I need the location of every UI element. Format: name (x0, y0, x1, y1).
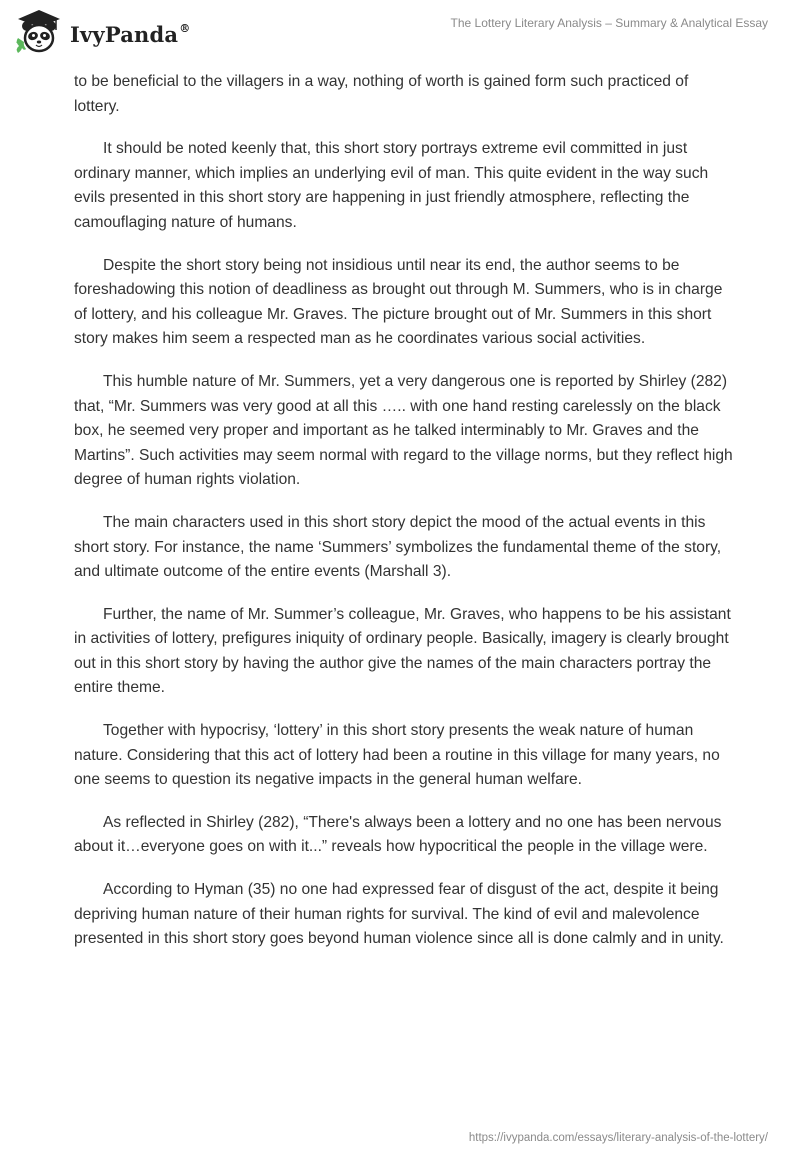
paragraph: It should be noted keenly that, this short story portrays extreme evil committed in just ordinary manner, which implies an underlying evil of man. This quite evident in the way such evils presented in this short story are happening in just friendly atmosphere, reflecting the camouflaging nature of humans. (74, 140, 709, 231)
paragraph: According to Hyman (35) no one had expressed fear of disgust of the act, despite it being depriving human nature of their human rights for survival. The kind of evil and malevolence presented in this short story goes beyond human violence since all is done calmly and in unity. (74, 881, 724, 948)
page-header (0, 0, 800, 60)
paragraph: As reflected in Shirley (282), “There's always been a lottery and no one has been nervous about it…everyone goes on with it...” reveals how hypocritical the people in the village were. (74, 813, 722, 856)
paragraph: Together with hypocrisy, ‘lottery’ in this short story presents the weak nature of human nature. Considering that this act of lottery had been a routine in this village for many years, no one seems to question its negative impacts in the general human welfare. (74, 722, 720, 789)
essay-body (74, 70, 734, 970)
panda-graduation-icon (14, 8, 64, 56)
paragraph: This humble nature of Mr. Summers, yet a very dangerous one is reported by Shirley (282) that, “Mr. Summers was very good at all this ….. with one hand resting carelessly on the black box, he seemed very proper and important as he talked interminably to Mr. Graves and the Martins”. Such activities may seem normal with regard to the village norms, but they reflect high degree of human rights violation. (74, 372, 733, 489)
paragraph: Further, the name of Mr. Summer’s colleague, Mr. Graves, who happens to be his assistant in activities of lottery, prefigures iniquity of ordinary people. Basically, imagery is clearly brought out in this short story by having the author give the names of the main characters portray the entire theme. (74, 605, 731, 697)
paragraph-continuation: to be beneficial to the villagers in a way, nothing of worth is gained form such practiced of lottery. (74, 73, 689, 115)
ivypanda-logo[interactable] (14, 8, 190, 56)
brand-text: IvyPanda (70, 21, 179, 47)
paragraph: The main characters used in this short story depict the mood of the actual events in this short story. For instance, the name ‘Summers’ symbolizes the fundamental theme of the story, and ultimate outcome of the entire events (Marshall 3). (74, 513, 722, 581)
document-title: The Lottery Literary Analysis – Summary & Analytical Essay (450, 16, 768, 30)
paragraph: Despite the short story being not insidious until near its end, the author seems to be foreshadowing this notion of deadliness as brought out through M. Summers, who is in charge of lottery, and his colleague Mr. Graves. The picture brought out of Mr. Summers in this short story makes him seem a respected man as he coordinates various social activities. (74, 256, 723, 348)
registered-mark: ® (179, 21, 191, 35)
brand-name (70, 22, 190, 47)
source-url-link[interactable]: https://ivypanda.com/essays/literary-analysis-of-the-lottery/ (468, 1132, 768, 1144)
